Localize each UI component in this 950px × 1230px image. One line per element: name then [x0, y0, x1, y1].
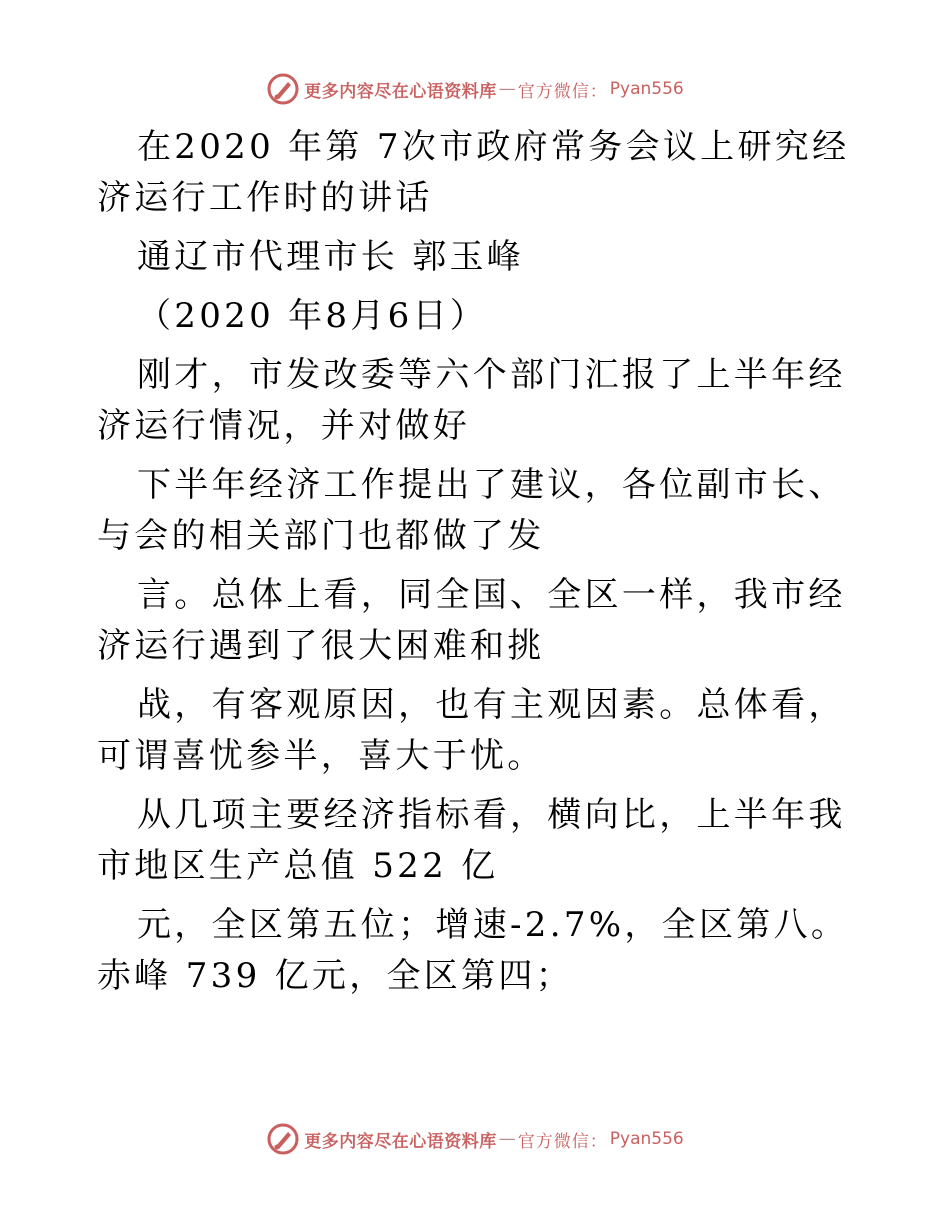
watermark-subtext: 官方微信： — [517, 1131, 608, 1152]
watermark-handle: Pyan556 — [609, 1129, 684, 1149]
body-paragraph: 战，有客观原因，也有主观因素。总体看，可谓喜忧参半，喜大于忧。 — [97, 685, 846, 776]
watermark-separator: — — [498, 1129, 516, 1149]
watermark-separator: — — [498, 79, 516, 99]
document-title: 在2020 年第 7次市政府常务会议上研究经济运行工作时的讲话 — [97, 127, 850, 218]
footer-watermark — [0, 1122, 950, 1156]
pen-logo-icon — [266, 1122, 300, 1156]
date-line: （2020 年8月6日） — [137, 296, 488, 336]
document-body — [97, 122, 857, 1010]
body-paragraph: 言。总体上看，同全国、全区一样，我市经济运行遇到了很大困难和挑 — [97, 575, 846, 666]
watermark-text: 更多内容尽在心语资料库 — [304, 1131, 497, 1152]
body-paragraph: 元，全区第五位；增速-2.7%，全区第八。赤峰 739 亿元，全区第四； — [97, 905, 849, 996]
header-watermark — [0, 72, 950, 106]
body-paragraph: 刚才，市发改委等六个部门汇报了上半年经济运行情况，并对做好 — [97, 355, 846, 446]
body-paragraph: 下半年经济工作提出了建议，各位副市长、与会的相关部门也都做了发 — [97, 465, 846, 556]
body-paragraph: 从几项主要经济指标看，横向比，上半年我市地区生产总值 522 亿 — [97, 795, 846, 886]
watermark-subtext: 官方微信： — [517, 81, 608, 102]
speaker-line: 通辽市代理市长 郭玉峰 — [137, 237, 525, 277]
watermark-text: 更多内容尽在心语资料库 — [304, 81, 497, 102]
pen-logo-icon — [266, 72, 300, 106]
watermark-handle: Pyan556 — [609, 79, 684, 99]
